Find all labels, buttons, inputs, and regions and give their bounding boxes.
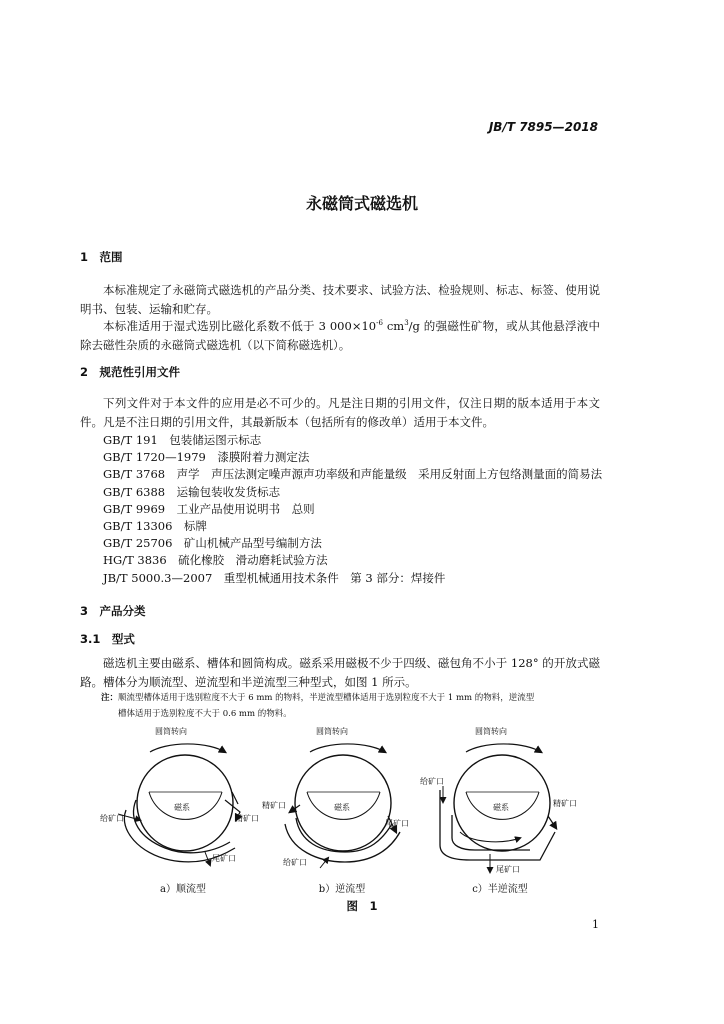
concentrate-label: 精矿口	[262, 801, 286, 810]
figure-label: 图 1	[346, 899, 378, 913]
magnet-label: 磁系	[174, 803, 190, 812]
concentrate-label: 精矿口	[235, 814, 259, 823]
section-1-para-2: 本标准适用于湿式选别比磁化系数不低于 3 $000\times 10^{-6}$ $cm^3/g$ 的强磁性矿物，或从其他悬浮液中除去磁性杂质的永磁筒式磁选机（以下简称磁选机）。	[80, 319, 600, 352]
section-3-1-heading: 3.1 型式	[80, 632, 135, 646]
reference-item: GB/T 1720—1979 漆膜附着力测定法	[103, 450, 310, 465]
reference-item: HG/T 3836 硫化橡胶 滑动磨耗试验方法	[103, 553, 328, 568]
reference-item: GB/T 13306 标牌	[103, 518, 207, 533]
section-3-1-para: 磁选机主要由磁系、槽体和圆筒构成。磁系采用磁极不少于四级、磁包角不小于 128° 的开放式磁路。槽体分为顺流型、逆流型和半逆流型三种型式，如图 1 所示。	[80, 656, 600, 689]
section-1-heading: 1 范围	[80, 250, 123, 264]
tailings-label: 尾矿口	[496, 865, 520, 874]
reference-item: GB/T 25706 矿山机械产品型号编制方法	[103, 536, 322, 551]
panel-a-caption: a）顺流型	[160, 884, 206, 895]
section-2-intro: 下列文件对于本文件的应用是必不可少的。凡是注日期的引用文件，仅注日期的版本适用于本文件。凡是不注日期的引用文件，其最新版本（包括所有的修改单）适用于本文件。	[80, 396, 600, 429]
figure-note	[101, 690, 601, 722]
panel-c-caption: c）半逆流型	[472, 884, 528, 895]
panel-c-semi-counter-current	[420, 726, 577, 874]
feed-label: 给矿口	[283, 858, 307, 867]
reference-list	[103, 432, 602, 587]
rotation-arrow	[310, 744, 385, 752]
standard-number: JB/T 7895—2018	[488, 120, 598, 134]
reference-item: GB/T 191 包装储运图示标志	[103, 433, 262, 447]
section-3-heading: 3 产品分类	[80, 604, 146, 618]
rotation-label: 圆筒转向	[475, 727, 507, 736]
reference-item: GB/T 6388 运输包装收发货标志	[103, 484, 281, 499]
feed-label: 给矿口	[420, 777, 444, 786]
feed-label: 给矿口	[100, 814, 124, 823]
rotation-label: 圆筒转向	[155, 727, 187, 736]
tank	[296, 818, 392, 852]
figure-1-diagram	[0, 720, 724, 880]
reference-item: GB/T 3768 声学 声压法测定噪声源声功率级和声能量级 采用反射面上方包络测量面的简易法	[103, 467, 603, 482]
rotation-label: 圆筒转向	[316, 727, 348, 736]
panel-b-counter-current	[262, 726, 409, 868]
rotation-arrow	[466, 744, 541, 752]
note-line-1: 顺流型槽体适用于选别粒度不大于 6 mm 的物料，半逆流型槽体适用于选别粒度不大于 1 mm 的物料，逆流型	[118, 693, 535, 703]
panel-a-co-current	[100, 726, 259, 865]
page-number: 1	[592, 918, 599, 931]
reference-item: GB/T 9969 工业产品使用说明书 总则	[103, 501, 315, 516]
page-title: 永磁筒式磁选机	[305, 194, 418, 213]
rotation-arrow	[150, 744, 225, 752]
section-2-heading: 2 规范性引用文件	[80, 365, 181, 379]
magnet-label: 磁系	[334, 803, 350, 812]
note-label: 注：	[101, 693, 119, 703]
concentrate-label: 精矿口	[553, 799, 577, 808]
magnet-label: 磁系	[493, 803, 509, 812]
tailings-label: 尾矿口	[385, 819, 409, 828]
panel-b-caption: b）逆流型	[318, 884, 366, 895]
section-1-para-1: 本标准规定了永磁筒式磁选机的产品分类、技术要求、试验方法、检验规则、标志、标签、使用说明书、包装、运输和贮存。	[80, 283, 600, 316]
note-line-2: 槽体适用于选别粒度不大于 0.6 mm 的物料。	[118, 709, 292, 719]
tailings-label: 尾矿口	[212, 854, 236, 863]
reference-item: JB/T 5000.3—2007 重型机械通用技术条件 第 3 部分：焊接件	[103, 570, 446, 585]
